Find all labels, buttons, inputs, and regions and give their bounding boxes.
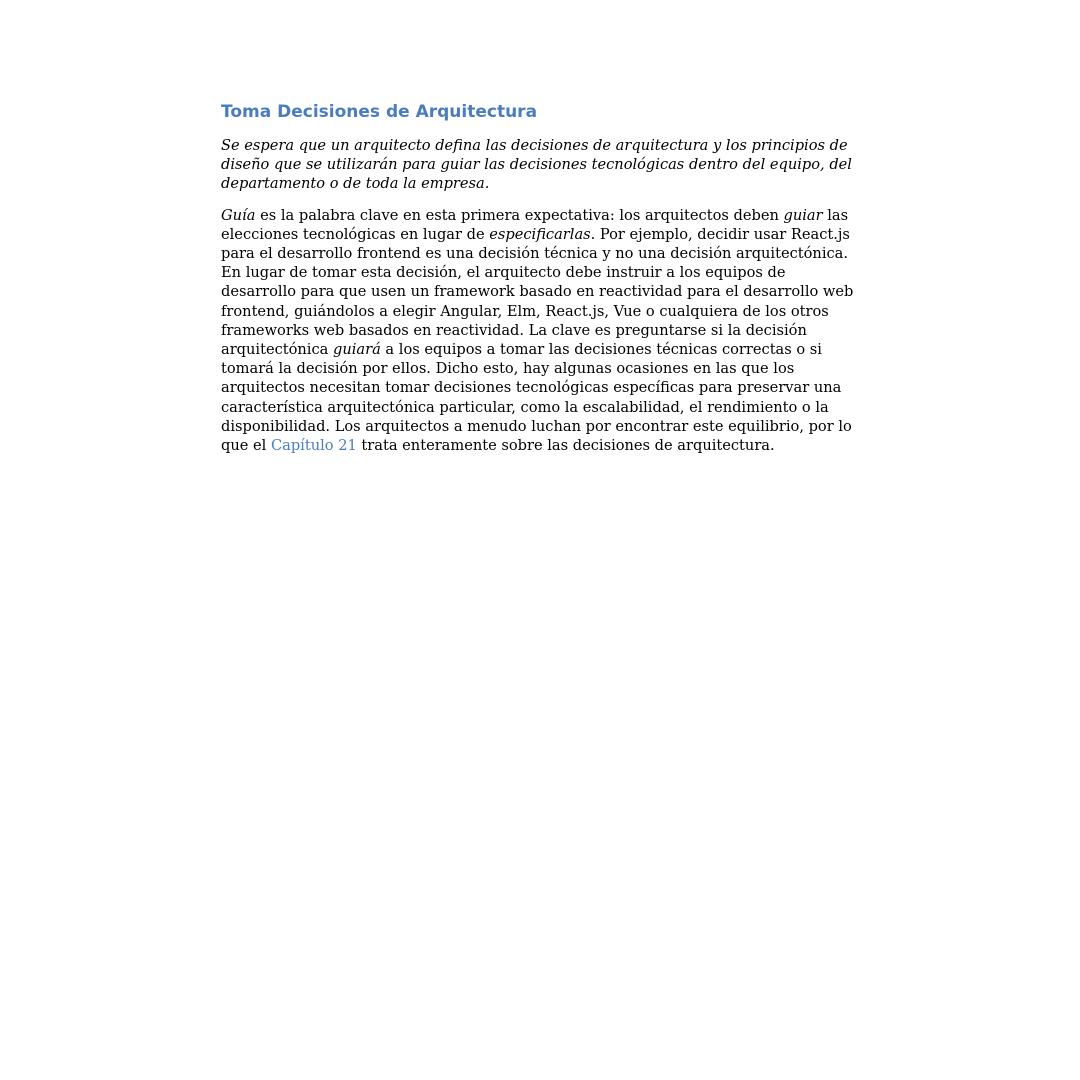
chapter-21-link[interactable]: Capítulo 21 <box>270 437 357 455</box>
body-text-3: . Por ejemplo, decidir usar React.js para el desarrollo frontend es una decisión técnica y no una decisión arquitectónica. En lugar de tomar esta decisión, el arquitecto debe instruir a los equipos de desarrollo para que usen un framework basado en reactividad para el desarrollo web frontend, guiándolos a elegir Angular, Elm, React.js, Vue o cualquiera de los otros frameworks web basados en reactividad. La clave es preguntarse si la decisión arquitectónica <box>221 225 854 359</box>
emphasis-especificarlas: especificarlas <box>489 225 591 243</box>
emphasis-guiara: guiará <box>333 341 381 359</box>
body-text-4: a los equipos a tomar las decisiones técnicas correctas o si tomará la decisión por ellos. Dicho esto, hay algunas ocasiones en las que los arquitectos necesitan tomar decisiones tecnológicas específicas para preservar una característica arquitectónica particular, como la escalabilidad, el rendimiento o la disponibilidad. Los arquitectos a menudo luchan por encontrar este equilibrio, por lo que el <box>221 341 852 455</box>
document-page <box>221 100 861 455</box>
body-paragraph <box>221 206 861 456</box>
body-text-1: es la palabra clave en esta primera expectativa: los arquitectos deben <box>255 206 784 224</box>
body-text-2: las elecciones tecnológicas en lugar de <box>221 206 849 243</box>
lead-paragraph: Se espera que un arquitecto defina las decisiones de arquitectura y los principios de diseño que se utilizarán para guiar las decisiones tecnológicas dentro del equipo, del departamento o de toda la empresa. <box>221 137 852 193</box>
emphasis-guia: Guía <box>221 206 256 224</box>
section-heading: Toma Decisiones de Arquitectura <box>221 102 538 122</box>
emphasis-guiar: guiar <box>783 206 823 224</box>
body-text-5: trata enteramente sobre las decisiones de arquitectura. <box>356 437 775 455</box>
